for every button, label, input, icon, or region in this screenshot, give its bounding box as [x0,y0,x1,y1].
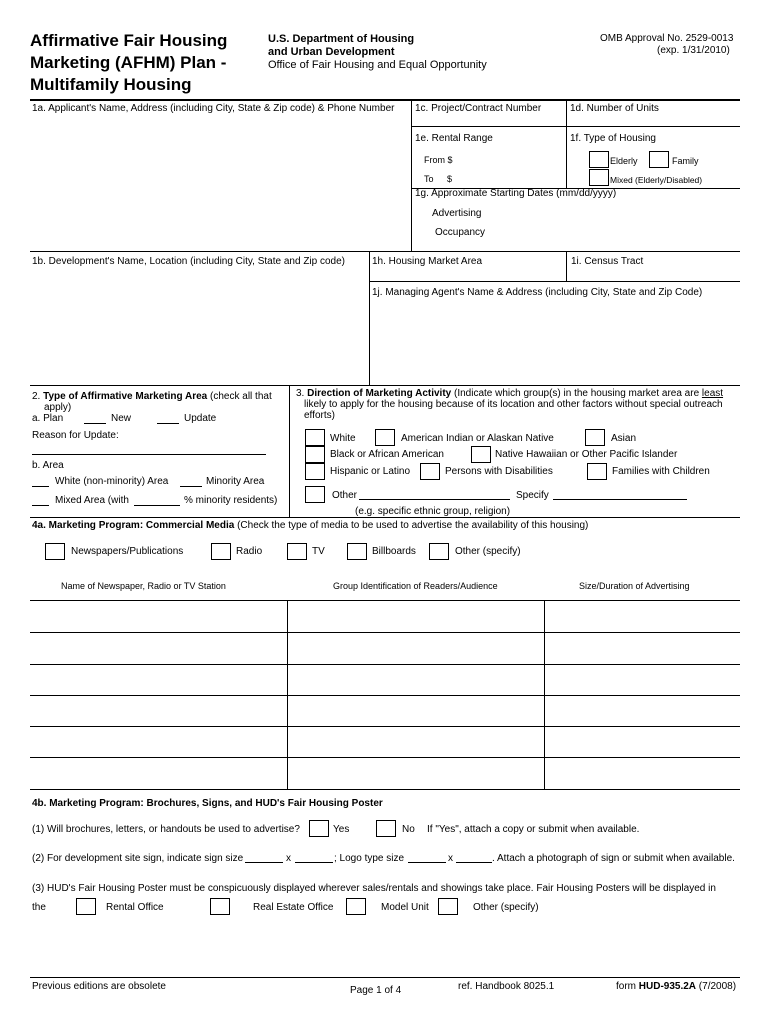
disabilities-label: Persons with Disabilities [445,466,553,477]
field-1c-label: 1c. Project/Contract Number [415,103,542,114]
divider [289,385,290,518]
american-indian-label: American Indian or Alaskan Native [401,433,554,444]
asian-label: Asian [611,433,637,444]
field-1d-label: 1d. Number of Units [570,103,659,114]
reason-for-update-label: Reason for Update: [32,430,119,441]
white-label: White [330,433,356,444]
new-blank[interactable] [84,423,106,424]
minority-percent-blank[interactable] [134,505,180,506]
hawaiian-checkbox[interactable] [471,446,491,463]
rental-office-label: Rental Office [106,902,164,913]
mixed-label: Mixed (Elderly/Disabled) [610,175,703,185]
footer-rule [30,977,740,978]
advertising-date-label: Advertising [432,208,482,219]
divider [566,251,567,281]
white-area-blank[interactable] [32,486,49,487]
table-column-divider [544,600,545,789]
omb-approval: OMB Approval No. 2529-0013 [600,33,734,44]
header-rule [30,99,740,101]
divider [369,281,740,282]
elderly-label: Elderly [610,156,638,166]
logo-width-blank[interactable] [408,862,446,863]
reason-for-update-line[interactable] [32,454,266,455]
tv-label: TV [312,546,325,557]
model-unit-checkbox[interactable] [346,898,366,915]
other-label: Other [332,490,358,501]
other-media-label: Other (specify) [455,546,521,557]
column-header-duration: Size/Duration of Advertising [579,581,690,591]
field-1e-label: 1e. Rental Range [415,133,493,144]
rental-from-label: From $ [424,155,453,165]
sign-width-blank[interactable] [245,862,283,863]
new-label: New [111,413,132,424]
sign-height-blank[interactable] [295,862,333,863]
asian-checkbox[interactable] [585,429,605,446]
table-rule [30,632,740,633]
rental-office-checkbox[interactable] [76,898,96,915]
field-1f-label: 1f. Type of Housing [570,133,656,144]
q1-text: (1) Will brochures, letters, or handouts be used to advertise? [32,824,300,835]
brochures-yes-checkbox[interactable] [309,820,329,837]
section-3-heading-cont-2: efforts) [304,410,335,421]
section-3-heading: 3. Direction of Marketing Activity (Indicate which group(s) in the housing market area are least [296,388,724,399]
column-header-station: Name of Newspaper, Radio or TV Station [61,581,226,591]
agency-line-2: and Urban Development [268,46,395,58]
white-area-label: White (non-minority) Area [55,476,169,487]
occupancy-date-label: Occupancy [435,227,486,238]
section-4a-heading: 4a. Marketing Program: Commercial Media (Check the type of media to be used to advertise the availability of this housing) [32,520,589,531]
white-checkbox[interactable] [305,429,325,446]
table-column-divider [287,600,288,789]
radio-label: Radio [236,546,263,557]
other-location-label: Other (specify) [473,902,539,913]
real-estate-office-checkbox[interactable] [210,898,230,915]
families-children-label: Families with Children [612,466,710,477]
rental-to-dollar: $ [447,174,453,184]
title-line-3: Multifamily Housing [30,75,192,94]
american-indian-checkbox[interactable] [375,429,395,446]
hispanic-checkbox[interactable] [305,463,325,480]
agency-office: Office of Fair Housing and Equal Opportunity [268,59,487,71]
section-2-heading: 2. Type of Affirmative Marketing Area (check all that [32,391,272,402]
section-3-heading-cont: likely to apply for the housing because of its location and other factors without special outreach [304,399,723,410]
divider [30,385,740,386]
families-children-checkbox[interactable] [587,463,607,480]
divider [566,101,567,189]
table-rule [30,726,740,727]
field-1b-label: 1b. Development's Name, Location (including City, State and Zip code) [32,256,345,267]
area-label: b. Area [32,460,64,471]
column-header-audience: Group Identification of Readers/Audience [333,581,498,591]
hispanic-label: Hispanic or Latino [330,466,411,477]
brochures-no-label: No [402,824,415,835]
minority-area-blank[interactable] [180,486,202,487]
mixed-area-blank[interactable] [32,505,49,506]
section-4b-heading: 4b. Marketing Program: Brochures, Signs, and HUD's Fair Housing Poster [32,798,383,809]
table-rule [30,695,740,696]
tv-checkbox[interactable] [287,543,307,560]
real-estate-office-label: Real Estate Office [253,902,334,913]
black-label: Black or African American [330,449,444,460]
black-checkbox[interactable] [305,446,325,463]
disabilities-checkbox[interactable] [420,463,440,480]
q2-text-b: ; Logo type size [334,853,405,864]
minority-area-label: Minority Area [206,476,265,487]
hawaiian-label: Native Hawaiian or Other Pacific Islander [495,449,678,460]
table-rule [30,664,740,665]
obsolete-notice: Previous editions are obsolete [32,981,166,992]
q3-the: the [32,902,46,913]
other-checkbox[interactable] [305,486,325,503]
title-line-2: Marketing (AFHM) Plan - [30,53,227,72]
table-rule [30,757,740,758]
field-1h-label: 1h. Housing Market Area [372,256,483,267]
model-unit-label: Model Unit [381,902,429,913]
logo-height-blank[interactable] [456,862,492,863]
divider [30,251,740,252]
table-rule [30,600,740,601]
section-2-heading-cont: apply) [44,402,72,413]
field-1a-label: 1a. Applicant's Name, Address (including City, State & Zip code) & Phone Number [32,103,395,114]
q3-text: (3) HUD's Fair Housing Poster must be conspicuously displayed wherever sales/rentals and showings take place. Fair Housing Posters will be displayed in [32,883,716,894]
field-1j-label: 1j. Managing Agent's Name & Address (including City, State and Zip Code) [372,287,703,298]
divider [411,126,740,127]
brochures-no-checkbox[interactable] [376,820,396,837]
newspapers-checkbox[interactable] [45,543,65,560]
form-title [30,30,227,96]
divider [30,517,740,518]
specify-label: Specify [516,490,549,501]
title-line-1: Affirmative Fair Housing [30,31,228,50]
specify-blank[interactable] [553,499,687,500]
field-1i-label: 1i. Census Tract [571,256,644,267]
handbook-ref: ref. Handbook 8025.1 [458,981,555,992]
family-checkbox[interactable] [649,151,669,168]
page-number: Page 1 of 4 [350,985,402,996]
billboards-label: Billboards [372,546,416,557]
field-1g-label: 1g. Approximate Starting Dates (mm/dd/yyyy) [415,188,617,199]
q1-note: If "Yes", attach a copy or submit when available. [427,824,640,835]
rental-to-label: To [424,174,434,184]
elderly-checkbox[interactable] [589,151,609,168]
q2-text-a: (2) For development site sign, indicate sign size [32,853,244,864]
mixed-area-label-b: % minority residents) [184,495,278,506]
brochures-yes-label: Yes [333,824,350,835]
divider [369,251,370,385]
form-number: form HUD-935.2A (7/2008) [616,981,737,992]
q2-x-1: x [286,853,291,864]
update-blank[interactable] [157,423,179,424]
other-location-checkbox[interactable] [438,898,458,915]
family-label: Family [672,156,699,166]
mixed-elderly-disabled-checkbox[interactable] [589,169,609,186]
q2-text-c: . Attach a photograph of sign or submit when available. [492,853,735,864]
table-rule [30,789,740,790]
update-label: Update [184,413,217,424]
radio-checkbox[interactable] [211,543,231,560]
newspapers-label: Newspapers/Publications [71,546,184,557]
other-example-text: (e.g. specific ethnic group, religion) [355,506,511,517]
divider [411,101,412,251]
other-media-checkbox[interactable] [429,543,449,560]
other-blank[interactable] [359,499,510,500]
q2-x-2: x [448,853,453,864]
plan-label: a. Plan [32,413,64,424]
agency-line-1: U.S. Department of Housing [268,33,415,45]
billboards-checkbox[interactable] [347,543,367,560]
mixed-area-label-a: Mixed Area (with [55,495,129,506]
omb-expiration: (exp. 1/31/2010) [657,45,730,56]
